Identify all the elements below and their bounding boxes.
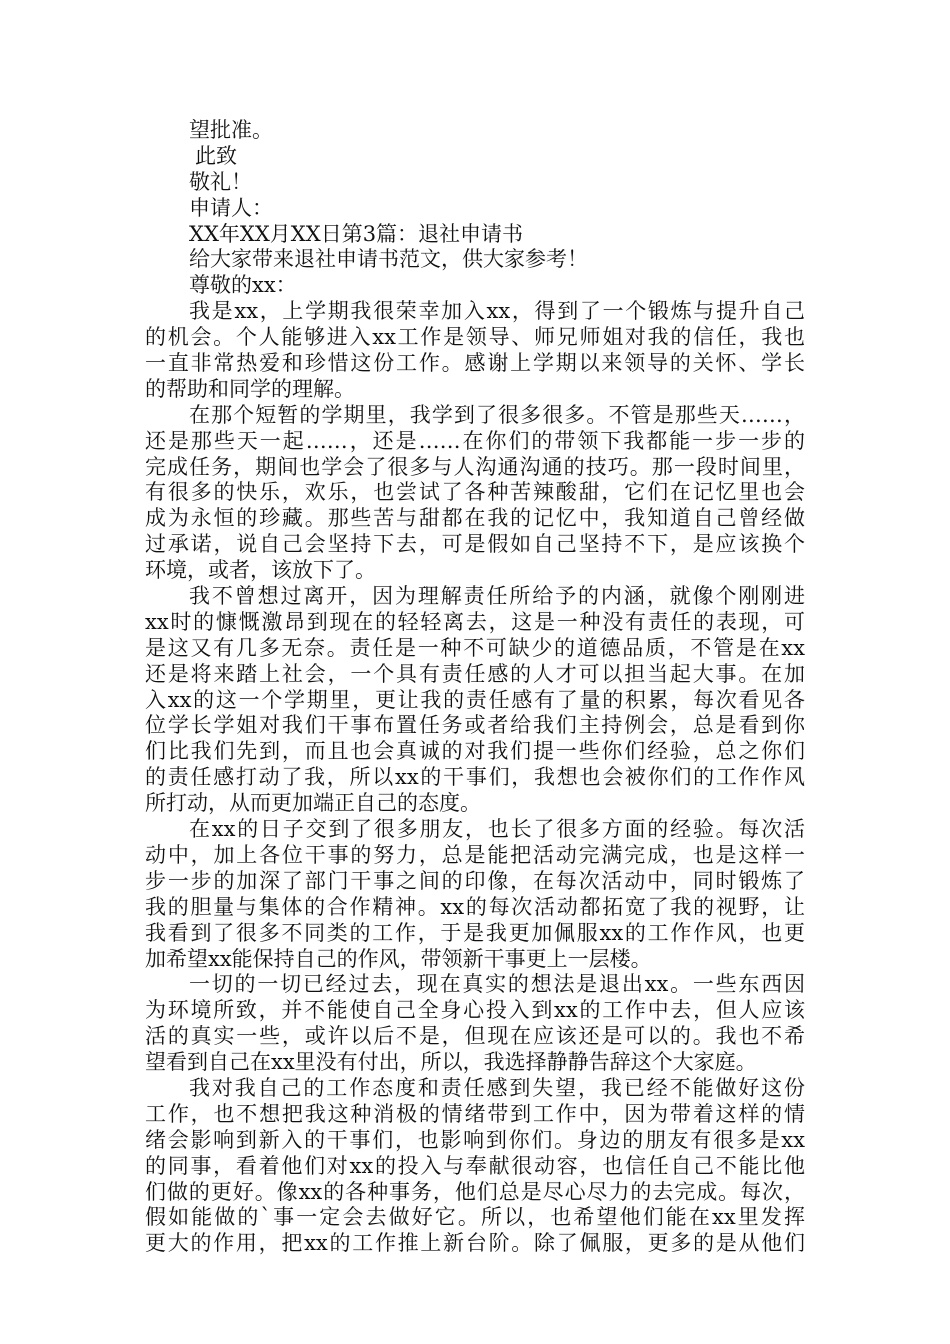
- paragraph-line: 一切的一切已经过去，现在真实的想法是退出xx。一些东西因: [189, 972, 805, 997]
- paragraph-line: 所打动，从而更加端正自己的态度。: [145, 791, 481, 816]
- paragraph-line: 为环境所致，并不能使自己全身心投入到xx的工作中去，但人应该: [145, 998, 805, 1023]
- paragraph-line: 我不曾想过离开，因为理解责任所给予的内涵，就像个刚刚进: [189, 584, 805, 609]
- paragraph-line: 还是那些天一起……，还是……在你们的带领下我都能一步一步的: [145, 428, 805, 453]
- paragraph-3: [145, 584, 805, 817]
- paragraph-line: 过承诺，说自己会坚持下去，可是假如自己坚持不下，是应该换个: [145, 532, 805, 557]
- paragraph-line: 还是将来踏上社会，一个具有责任感的人才可以担当起大事。在加: [145, 661, 805, 686]
- paragraph-line: 在xx的日子交到了很多朋友，也长了很多方面的经验。每次活: [189, 817, 805, 842]
- paragraph-line: 我看到了很多不同类的工作，于是我更加佩服xx的工作作风，也更: [145, 920, 805, 945]
- paragraph-line: 步一步的加深了部门干事之间的印像，在每次活动中，同时锻炼了: [145, 868, 805, 893]
- paragraph-line: 是这又有几多无奈。责任是一种不可缺少的道德品质，不管是在xx: [145, 635, 805, 660]
- paragraph-line: 更大的作用，把xx的工作推上新台阶。除了佩服，更多的是从他们: [145, 1231, 805, 1256]
- paragraph-line: 假如能做的`事一定会去做好它。所以，也希望他们能在xx里发挥: [145, 1205, 805, 1230]
- paragraph-line: 我是xx，上学期我很荣幸加入xx，得到了一个锻炼与提升自己: [189, 299, 805, 324]
- paragraph-line: 的帮助和同学的理解。: [145, 376, 355, 401]
- paragraph-line: 环境，或者，该放下了。: [145, 558, 376, 583]
- paragraph-4: [145, 817, 805, 972]
- paragraph-2: [145, 403, 805, 584]
- paragraph-line: 在那个短暂的学期里，我学到了很多很多。不管是那些天……，: [189, 402, 805, 427]
- paragraph-1: [145, 299, 805, 403]
- greeting-line: 尊敬的xx：: [189, 273, 297, 298]
- paragraph-line: 绪会影响到新入的干事们，也影响到你们。身边的朋友有很多是xx: [145, 1127, 805, 1152]
- paragraph-line: 入xx的这一个学期里，更让我的责任感有了量的积累，每次看见各: [145, 687, 805, 712]
- intro-line: 给大家带来退社申请书范文，供大家参考！: [189, 247, 588, 272]
- paragraph-line: 成为永恒的珍藏。那些苦与甜都在我的记忆中，我知道自己曾经做: [145, 506, 805, 531]
- paragraph-line: 动中，加上各位干事的努力，总是能把活动完满完成，也是这样一: [145, 842, 805, 867]
- paragraph-line: 我对我自己的工作态度和责任感到失望，我已经不能做好这份: [189, 1075, 805, 1100]
- closing-request-line: 望批准。: [189, 118, 273, 142]
- paragraph-line: 位学长学姐对我们干事布置任务或者给我们主持例会，总是看到你: [145, 713, 805, 738]
- paragraph-line: 完成任务，期间也学会了很多与人沟通沟通的技巧。那一段时间里，: [145, 454, 805, 479]
- paragraph-line: 一直非常热爱和珍惜这份工作。感谢上学期以来领导的关怀、学长: [145, 351, 805, 376]
- document-body: [145, 118, 805, 1257]
- paragraph-line: 们比我们先到，而且也会真诚的对我们提一些你们经验，总之你们: [145, 739, 805, 764]
- paragraph-line: 的同事，看着他们对xx的投入与奉献很动容，也信任自己不能比他: [145, 1153, 805, 1178]
- paragraph-line: 有很多的快乐，欢乐，也尝试了各种苦辣酸甜，它们在记忆里也会: [145, 480, 805, 505]
- closing-salutation-line: 此致: [195, 143, 237, 168]
- closing-regards-line: 敬礼！: [189, 169, 252, 194]
- paragraph-line: 的责任感打动了我，所以xx的干事们，我想也会被你们的工作作风: [145, 765, 805, 790]
- paragraph-line: 活的真实一些，或许以后不是，但现在应该还是可以的。我也不希: [145, 1024, 805, 1049]
- applicant-line: 申请人：: [189, 195, 273, 220]
- paragraph-5: [145, 972, 805, 1076]
- paragraph-line: 工作，也不想把我这种消极的情绪带到工作中，因为带着这样的情: [145, 1101, 805, 1126]
- paragraph-line: 的机会。个人能够进入xx工作是领导、师兄师姐对我的信任，我也: [145, 325, 805, 350]
- paragraph-line: 望看到自己在xx里没有付出，所以，我选择静静告辞这个大家庭。: [145, 1050, 757, 1075]
- paragraph-line: 我的胆量与集体的合作精神。xx的每次活动都拓宽了我的视野，让: [145, 894, 805, 919]
- paragraph-line: 们做的更好。像xx的各种事务，他们总是尽心尽力的去完成。每次，: [145, 1179, 805, 1204]
- paragraph-line: 加希望xx能保持自己的作风，带领新干事更上一层楼。: [145, 946, 652, 971]
- paragraph-line: xx时的慷慨激昂到现在的轻轻离去，这是一种没有责任的表现，可: [145, 609, 805, 634]
- paragraph-6: [145, 1076, 805, 1257]
- date-and-heading-line: XX年XX月XX日第3篇：退社申请书: [189, 221, 524, 246]
